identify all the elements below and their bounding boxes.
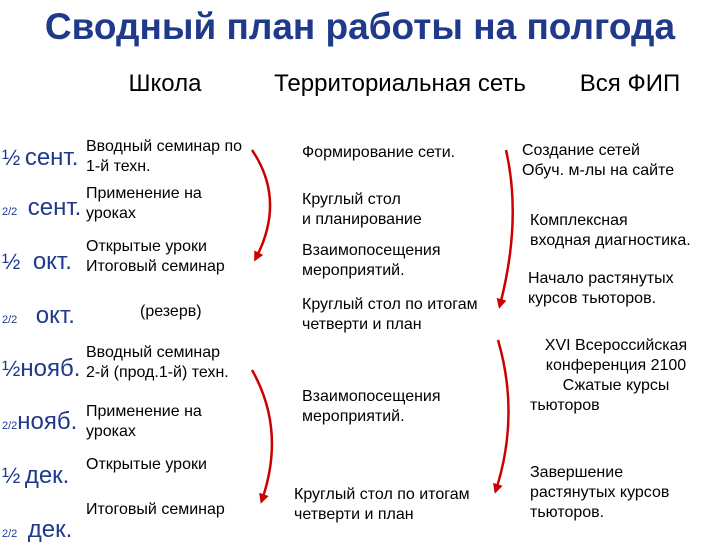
arrow-bracket [500, 150, 513, 305]
school-item-line: уроках [86, 205, 136, 222]
fip-item [518, 336, 714, 416]
school-item-line: Открытые уроки [86, 238, 207, 255]
network-item [302, 190, 422, 230]
network-item [302, 143, 455, 163]
column-header-school: Школа [128, 70, 202, 97]
period-month: дек. [27, 516, 73, 543]
fip-item-line: входная диагностика. [530, 232, 691, 249]
period-fraction: 2/2 [2, 528, 18, 540]
fip-item-line: конференция 2100 [545, 357, 687, 374]
school-item [86, 137, 242, 177]
period-fraction: ½ [2, 356, 21, 381]
period-month: сент. [27, 194, 82, 221]
school-item-line: Открытые уроки [86, 456, 207, 473]
period-label [2, 518, 72, 542]
school-item [140, 302, 202, 322]
period-label [2, 146, 78, 170]
period-label [2, 304, 75, 328]
period-month: нояб. [17, 408, 78, 435]
fip-item-line: XVI Всероссийская [544, 337, 688, 354]
school-item [86, 500, 225, 520]
school-item-line: Итоговый семинар [86, 501, 225, 518]
page-title: Сводный план работы на полгода [44, 6, 676, 47]
network-item-line: и планирование [302, 211, 422, 228]
school-item-line: уроках [86, 423, 136, 440]
school-item-line: (резерв) [140, 303, 202, 320]
arrow-bracket [496, 340, 509, 490]
network-item-line: Круглый стол [302, 191, 401, 208]
fip-item [522, 141, 674, 181]
school-item-line: Вводный семинар [86, 344, 221, 361]
school-item-line: Применение на [86, 185, 202, 202]
fip-item-line: Создание сетей [522, 142, 640, 159]
fip-item-line: тьюторов. [530, 504, 605, 521]
fip-item-line: курсов тьюторов. [528, 290, 657, 307]
column-header-network [260, 70, 540, 98]
school-item-line: 1-й техн. [86, 158, 151, 175]
fip-item-line: Комплексная [530, 212, 628, 229]
school-item-line: Вводный семинар по [86, 138, 243, 155]
fip-item-line: Сжатые курсы [562, 377, 670, 394]
period-label [2, 357, 80, 381]
network-item [294, 485, 470, 525]
fip-item-line: растянутых курсов [530, 484, 670, 501]
period-fraction: ½ [2, 463, 21, 488]
school-item [86, 237, 225, 277]
fip-item [528, 269, 674, 309]
school-item [86, 455, 207, 475]
period-fraction: 2/2 [2, 314, 18, 326]
fip-item-line: Начало растянутых [528, 270, 674, 287]
network-item [302, 295, 478, 335]
network-item-line: Круглый стол по итогам [302, 296, 478, 313]
fip-item-line: Завершение [530, 464, 624, 481]
fip-item-line: Обуч. м-лы на сайте [522, 162, 675, 179]
period-label [2, 410, 77, 434]
network-item-line: четверти и план [302, 316, 422, 333]
school-item-line: Итоговый семинар [86, 258, 225, 275]
period-fraction: ½ [2, 145, 21, 170]
fip-item [530, 463, 669, 523]
period-fraction: 2/2 [2, 206, 18, 218]
period-month: сент. [24, 144, 79, 171]
arrow-bracket [252, 370, 272, 500]
school-item [86, 402, 202, 442]
period-month: окт. [32, 248, 72, 275]
school-item-line: Применение на [86, 403, 202, 420]
period-month: нояб. [20, 355, 81, 382]
network-item [302, 241, 441, 281]
school-item [86, 343, 229, 383]
period-month: окт. [35, 302, 75, 329]
period-fraction: 2/2 [2, 420, 18, 432]
period-fraction: ½ [2, 249, 21, 274]
network-item-line: Взаимопосещения [302, 388, 441, 405]
network-item-line: Взаимопосещения [302, 242, 441, 259]
network-item-line: мероприятий. [302, 408, 405, 425]
network-item-line: четверти и план [294, 506, 414, 523]
period-label [2, 464, 69, 488]
arrow-bracket [252, 150, 270, 258]
fip-item-line: тьюторов [530, 397, 600, 414]
network-item-line: Круглый стол по итогам [294, 486, 470, 503]
column-header-fip: Вся ФИП [579, 70, 681, 97]
school-item [86, 184, 202, 224]
column-header-network-text: Территориальная сеть [274, 70, 526, 97]
period-label [2, 250, 72, 274]
school-item-line: 2-й (прод.1-й) техн. [86, 364, 229, 381]
network-item-line: Формирование сети. [302, 144, 456, 161]
network-item-line: мероприятий. [302, 262, 405, 279]
network-item [302, 387, 441, 427]
fip-item [520, 211, 716, 251]
period-label [2, 196, 81, 220]
period-month: дек. [24, 462, 70, 489]
